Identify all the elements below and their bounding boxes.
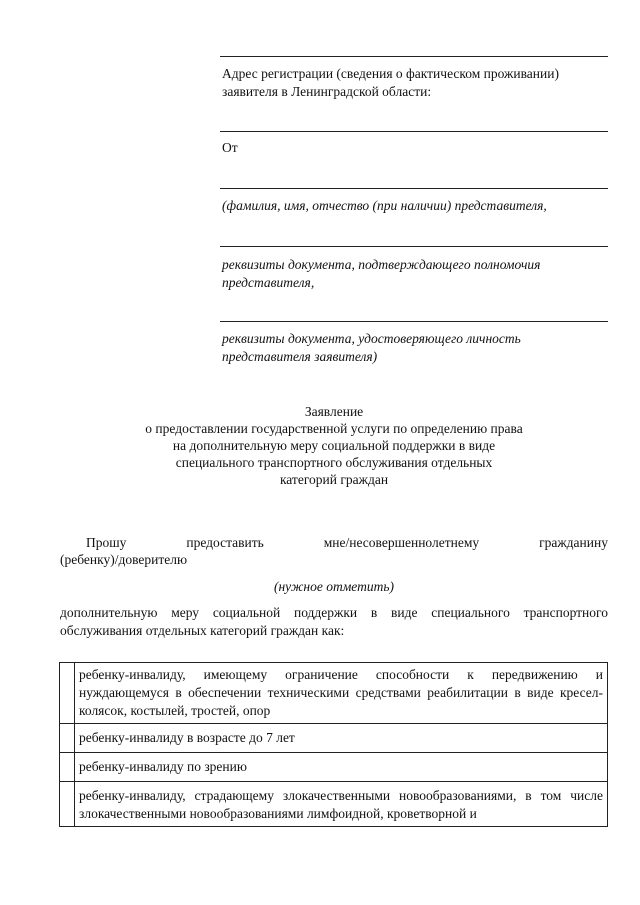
representative-identity-hint: реквизиты документа, удостоверяющего личность представителя заявителя) (222, 331, 521, 364)
option-text: ребенку-инвалиду в возрасте до 7 лет (75, 724, 608, 753)
title-line: на дополнительную меру социальной поддержки в виде (172, 438, 496, 453)
option-text: ребенку-инвалиду, имеющему ограничение способности к передвижению и нуждающемуся в обеспечении техническими средствами реабилитации в виде кресел-колясок, костылей, тростей, опор (75, 663, 608, 724)
address-label: Адрес регистрации (сведения о фактическом проживании) заявителя в Ленинградской области: (222, 66, 559, 99)
request-line (60, 534, 608, 552)
option-row (60, 753, 608, 782)
from-label: От (222, 140, 238, 155)
option-row (60, 782, 608, 827)
representative-authority-hint: реквизиты документа, подтверждающего полномочия представителя, (222, 257, 541, 290)
request-body: дополнительную меру социальной поддержки в виде специального транспортного обслуживания отдельных категорий граждан как: (60, 605, 608, 638)
authority-field-line[interactable] (220, 321, 608, 322)
page-bottom-margin (0, 838, 640, 905)
document-title (60, 403, 608, 488)
request-word: Прошу (86, 535, 127, 550)
request-word: мне/несовершеннолетнему (323, 535, 480, 550)
representative-field-line[interactable] (220, 246, 608, 247)
title-line: специального транспортного обслуживания отдельных (175, 455, 493, 470)
from-field-line[interactable] (220, 188, 608, 189)
request-word: гражданину (539, 535, 608, 550)
request-line-2: (ребенку)/доверителю (60, 552, 188, 567)
option-checkbox[interactable] (60, 663, 75, 724)
top-rule (220, 56, 608, 57)
option-checkbox[interactable] (60, 724, 75, 753)
option-text: ребенку-инвалиду по зрению (75, 753, 608, 782)
title-line: категорий граждан (279, 472, 389, 487)
representative-name-hint: (фамилия, имя, отчество (при наличии) представителя, (222, 198, 547, 213)
option-row (60, 724, 608, 753)
option-text: ребенку-инвалиду, страдающему злокачественными новообразованиями, в том числе злокачественными новообразованиями лимфоидной, кроветворной и (75, 782, 608, 827)
title-line: Заявление (304, 404, 364, 419)
address-field-line[interactable] (220, 131, 608, 132)
mark-hint: (нужное отметить) (273, 579, 395, 594)
request-word: предоставить (186, 535, 264, 550)
option-checkbox[interactable] (60, 753, 75, 782)
options-table (59, 662, 608, 827)
option-row (60, 663, 608, 724)
option-checkbox[interactable] (60, 782, 75, 827)
title-line: о предоставлении государственной услуги по определению права (145, 421, 523, 436)
